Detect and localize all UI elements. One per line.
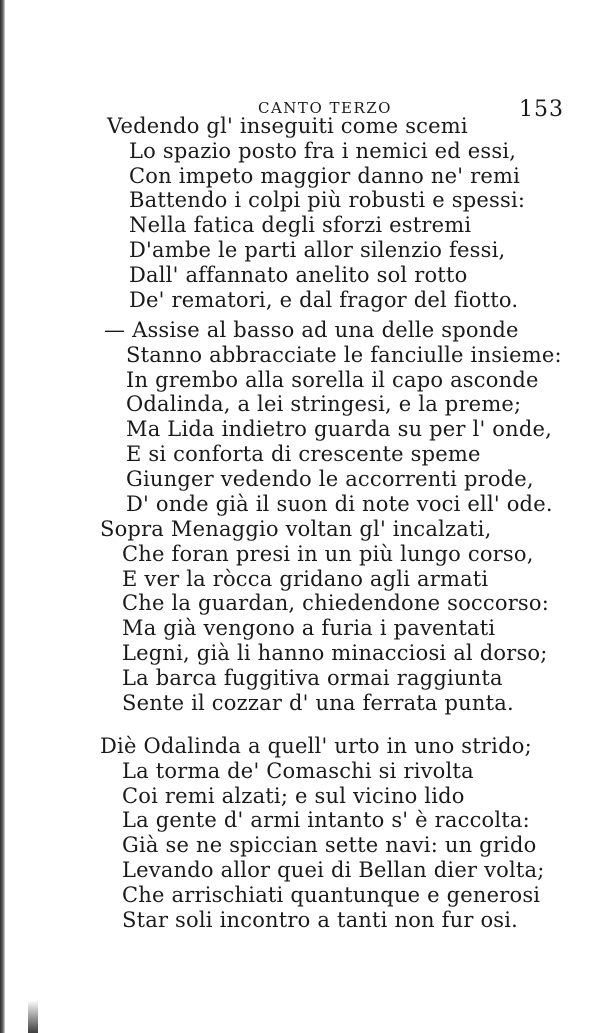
verse-line: Sopra Menaggio voltan gl' incalzati, (100, 517, 492, 541)
verse-line: Dall' affannato anelito sol rotto (129, 262, 468, 287)
verse-line: Coi remi alzati; e sul vicino lido (122, 783, 465, 808)
verse-line: Che arrischiati quantunque e generosi (122, 882, 541, 907)
verse-line: Ma già vengono a furia i paventati (122, 616, 496, 641)
verse-line: Giunger vedendo le accorrenti prode, (126, 466, 534, 491)
page-number: 153 (519, 97, 564, 122)
verse-line: Levando allor quei di Bellan dier volta; (122, 857, 545, 882)
verse-line: Odalinda, a lei stringesi, e la preme; (126, 392, 522, 417)
verse-line: Che foran presi in un più lungo corso, (122, 541, 534, 566)
verse-line: E si conforta di crescente speme (126, 441, 481, 466)
verse-line: Diè Odalinda a quell' urto in uno strido; (100, 734, 532, 758)
verse-line: Legni, già li hanno minacciosi al dorso; (122, 640, 548, 665)
verse-line: Stanno abbracciate le fanciulle insieme: (126, 342, 562, 367)
verse-line: Vedendo gl' inseguiti come scemi (107, 114, 468, 138)
stanza-2 (104, 318, 562, 516)
verse-line: Nella fatica degli sforzi estremi (129, 213, 472, 238)
verse-line: La torma de' Comaschi si rivolta (122, 758, 474, 783)
running-title: CANTO TERZO (258, 99, 392, 117)
verse-line: E ver la ròcca gridano agli armati (122, 566, 489, 591)
verse-line: — Assise al basso ad una delle sponde (104, 318, 519, 342)
verse-line: Battendo i colpi più robusti e spessi: (129, 188, 526, 213)
page-binding-edge (0, 0, 5, 1033)
verse-line: Sente il cozzar d' una ferrata punta. (122, 690, 514, 715)
verse-line: Che la guardan, chiedendone soccorso: (122, 591, 550, 616)
verse-line: D' onde già il suon di note voci ell' ode. (126, 491, 553, 516)
verse-line: Star soli incontro a tanti non fur osi. (122, 907, 519, 932)
verse-line: In grembo alla sorella il capo asconde (126, 367, 539, 392)
verse-line: Con impeto maggior danno ne' remi (129, 163, 520, 188)
stanza-4 (100, 734, 545, 932)
verse-line: De' rematori, e dal fragor del fiotto. (129, 287, 519, 312)
verse-line: Già se ne spiccian sette navi: un grido (122, 833, 537, 858)
verse-line: Ma Lida indietro guarda su per l' onde, (126, 417, 553, 442)
verse-line: La barca fuggitiva ormai raggiunta (122, 665, 503, 690)
verse-line: La gente d' armi intanto s' è raccolta: (122, 808, 530, 833)
stanza-3 (100, 517, 549, 715)
ink-smudge (28, 1000, 38, 1033)
verse-line: D'ambe le parti allor silenzio fessi, (129, 237, 506, 262)
verse-line: Lo spazio posto fra i nemici ed essi, (129, 138, 517, 163)
stanza-1 (107, 114, 525, 312)
